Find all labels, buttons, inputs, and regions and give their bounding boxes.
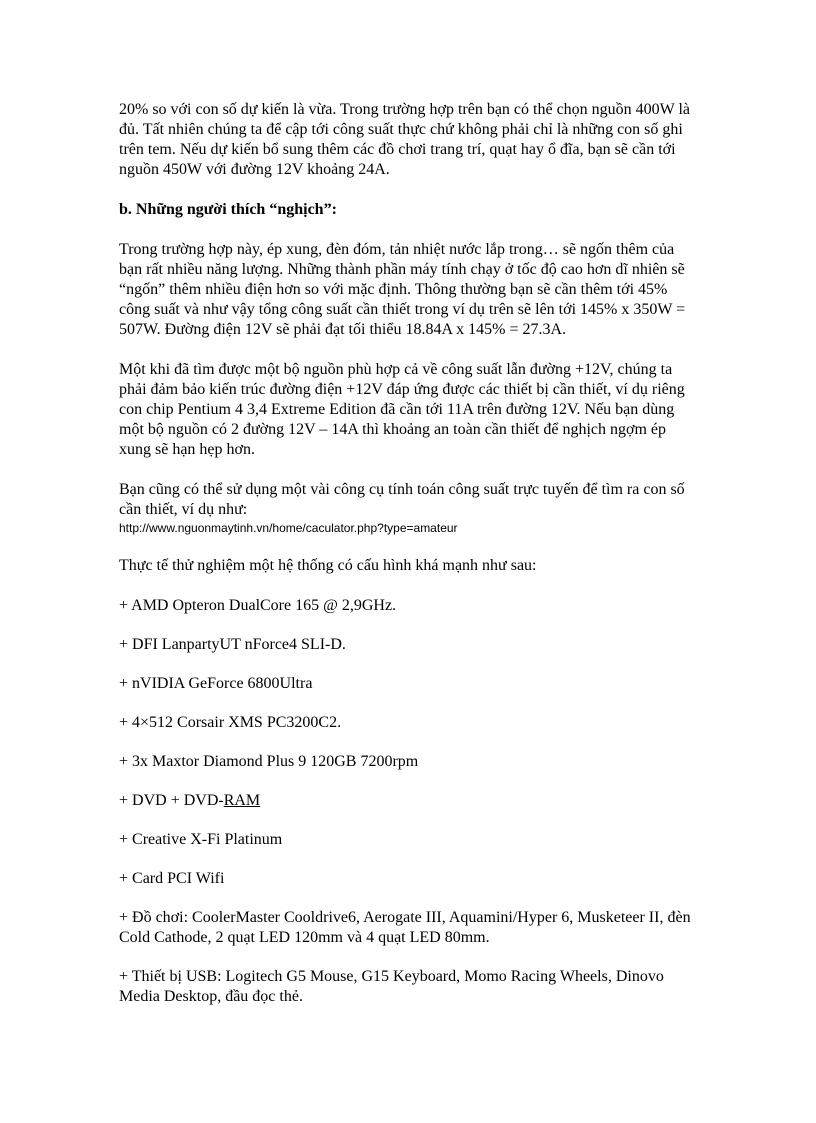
section-heading-enthusiasts: b. Những người thích “nghịch”: [119,201,337,218]
list-item: + Thiết bị USB: Logitech G5 Mouse, G15 Keyboard, Momo Racing Wheels, Dinovo Media Desktop, đầu đọc thẻ. [119,968,664,1005]
paragraph-power-supply-intro: 20% so với con số dự kiến là vừa. Trong trường hợp trên bạn có thể chọn nguồn 400W là đủ. Tất nhiên chúng ta để cập tới công suất thực chứ không phải chỉ là những con số ghi trên tem. Nếu dự kiến bổ sung thêm các đồ chơi trang trí, quạt hay ổ đĩa, bạn sẽ cần tới nguồn 450W với đường 12V khoảng 24A. [119,101,691,178]
list-item: + 4×512 Corsair XMS PC3200C2. [119,714,342,731]
paragraph-online-tools [119,480,699,536]
paragraph-overclocking: Trong trường hợp này, ép xung, đèn đóm, tản nhiệt nước lắp trong… sẽ ngốn thêm của bạn rất nhiều năng lượng. Những thành phần máy tính chạy ở tốc độ cao hơn dĩ nhiên sẽ “ngốn” thêm nhiều điện hơn so với mặc định. Thông thường bạn sẽ cần thêm tới 45% công suất và như vậy tổng công suất cần thiết trong ví dụ trên sẽ lên tới 145% x 350W = 507W. Đường điện 12V sẽ phải đạt tối thiểu 18.84A x 145% = 27.3A. [119,241,686,338]
list-item: + Card PCI Wifi [119,870,225,887]
dvd-text: + DVD + DVD- [119,792,224,809]
list-item: + nVIDIA GeForce 6800Ultra [119,675,313,692]
paragraph-test-system: Thực tế thử nghiệm một hệ thống có cấu hình khá mạnh như sau: [119,557,537,574]
document-page [119,100,699,1026]
list-item: + Đồ chơi: CoolerMaster Cooldrive6, Aerogate III, Aquamini/Hyper 6, Musketeer II, đèn Cold Cathode, 2 quạt LED 120mm và 4 quạt LED 80mm. [119,909,691,946]
list-item: + Creative X-Fi Platinum [119,831,283,848]
online-tools-text: Bạn cũng có thể sử dụng một vài công cụ tính toán công suất trực tuyến để tìm ra con số cần thiết, ví dụ như: [119,481,685,518]
list-item-dvd [119,791,699,811]
paragraph-12v-rail: Một khi đã tìm được một bộ nguồn phù hợp cả về công suất lẫn đường +12V, chúng ta phải đảm bảo kiến trúc đường điện +12V đáp ứng được các thiết bị cần thiết, ví dụ riêng con chip Pentium 4 3,4 Extreme Edition đã cần tới 11A trên đường 12V. Nếu bạn dùng một bộ nguồn có 2 đường 12V – 14A thì khoảng an toàn cần thiết để nghịch ngợm ép xung sẽ hạn hẹp hơn. [119,361,685,458]
list-item: + AMD Opteron DualCore 165 @ 2,9GHz. [119,597,397,614]
list-item: + 3x Maxtor Diamond Plus 9 120GB 7200rpm [119,753,419,770]
list-item: + DFI LanpartyUT nForce4 SLI-D. [119,636,346,653]
ram-link[interactable]: RAM [223,792,261,809]
calculator-url-link[interactable]: http://www.nguonmaytinh.vn/home/caculator.php?type=amateur [119,521,458,535]
